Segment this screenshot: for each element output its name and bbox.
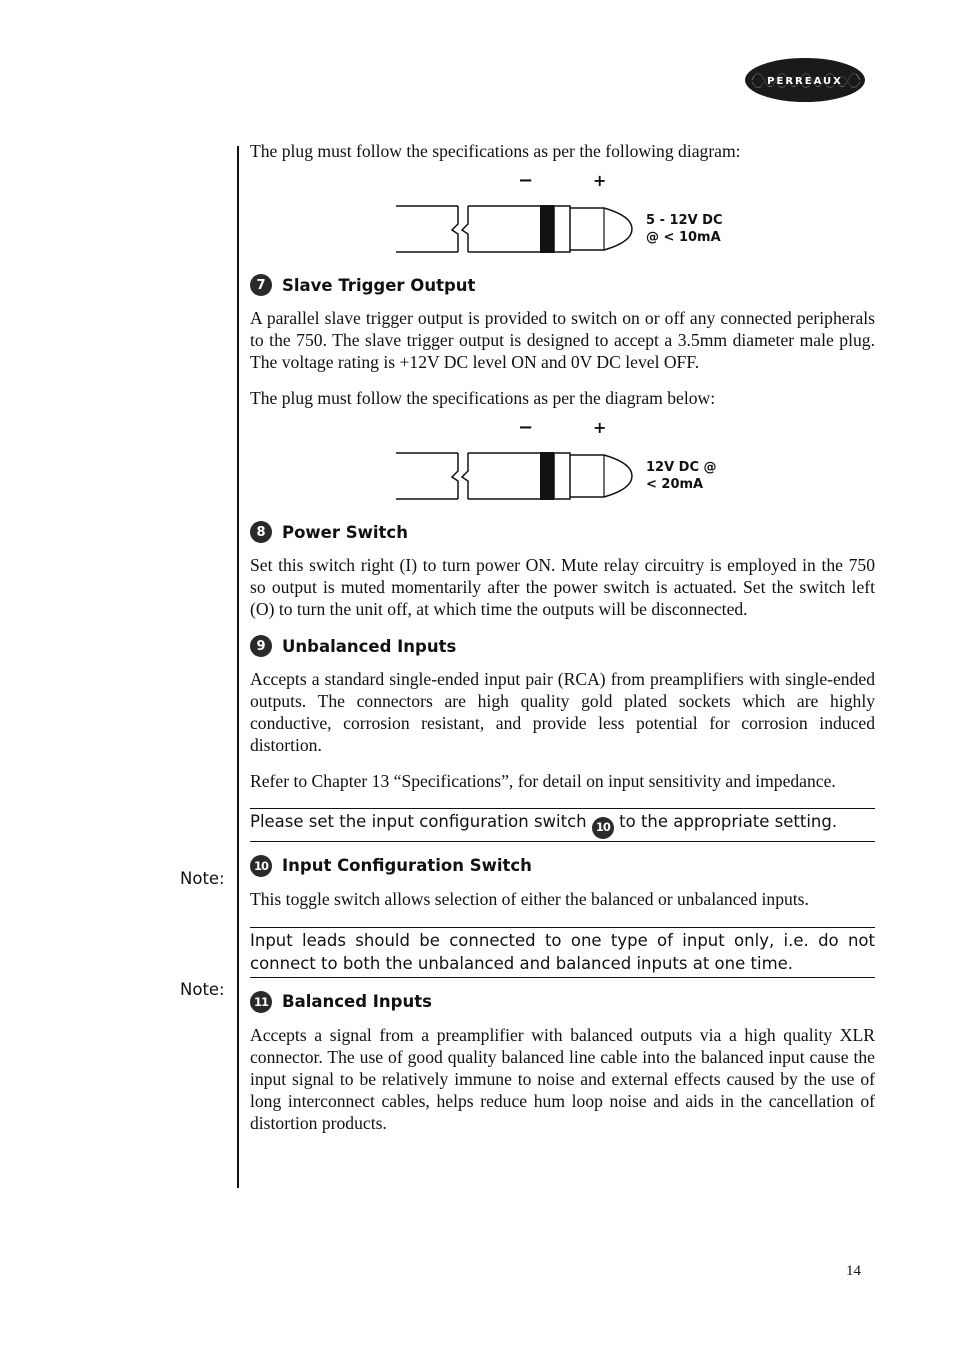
section-body: Set this switch right (I) to turn power ON. Mute relay circuitry is employed in the 750 so output is muted momentarily after the power switch is actuated. Set the switch left (O) to turn the unit off, at which time the outputs will be disconnected. [250,555,875,619]
section-title: Input Configuration Switch [282,856,532,875]
spec-line-1: 12V DC @ [646,460,717,475]
plug-diagram [382,415,742,507]
logo-text: PERREAUX [767,76,843,87]
section-body: A parallel slave trigger output is provided to switch on or off any connected peripherals to the 750. The slave trigger output is designed to accept a 3.5mm diameter male plug. The voltage rating is +12V DC level ON and 0V DC level OFF. [250,308,875,372]
note-label: Note: [180,980,225,999]
plug-diagram [382,168,742,260]
plus-sign: + [593,171,607,190]
section-title: Balanced Inputs [282,992,432,1011]
note-text: Please set the input configuration switch [250,812,587,831]
section-body: This toggle switch allows selection of either the balanced or unbalanced inputs. [250,888,809,909]
section-body: Accepts a standard single-ended input pair (RCA) from preamplifiers with single-ended outputs. The connectors are high quality gold plated sockets which are highly conductive, corrosion resistant, and provide less potential for corrosion induced distortion. [250,669,875,755]
minus-sign: − [518,417,534,438]
spec-line-1: 5 - 12V DC [646,213,723,228]
spec-line-2: < 20mA [646,477,704,492]
section-heading [250,854,875,878]
perreaux-logo [744,57,866,103]
section-heading [250,273,875,297]
section-title: Unbalanced Inputs [282,636,457,656]
note-label: Note: [180,869,225,888]
switch-reference-number: 10 [592,817,614,839]
section-heading [250,634,875,658]
section-body: Accepts a signal from a preamplifier with balanced outputs via a high quality XLR connector. The use of good quality balanced line cable into the balanced input cause the input signal to be relatively immune to noise and external effects caused by the use of long interconnect cables, helps reduce hum loop noise and aids in the cancellation of distortion products. [250,1024,875,1133]
section-number: 7 [250,274,272,296]
section-number: 10 [250,855,272,877]
spec-line-2: @ < 10mA [646,230,721,245]
section-title: Power Switch [282,522,408,542]
section-title: Slave Trigger Output [282,275,476,295]
margin-rule [237,146,239,1188]
minus-sign: − [518,170,534,191]
section-heading [250,520,875,544]
section-heading [250,990,875,1014]
note-box: Input leads should be connected to one type of input only, i.e. do not connect to both the unbalanced and balanced inputs at one time. [250,927,875,978]
section-number: 8 [250,521,272,543]
section-body: The plug must follow the specifications as per the diagram below: [250,388,716,408]
plus-sign: + [593,418,607,437]
section-number: 11 [250,991,272,1013]
intro-paragraph: The plug must follow the specifications as per the following diagram: [250,141,741,161]
section-body: Refer to Chapter 13 “Specifications”, for detail on input sensitivity and impedance. [250,771,836,791]
page-number: 14 [846,1263,861,1279]
note-text: to the appropriate setting. [619,812,838,831]
note-box [250,808,875,842]
section-number: 9 [250,635,272,657]
